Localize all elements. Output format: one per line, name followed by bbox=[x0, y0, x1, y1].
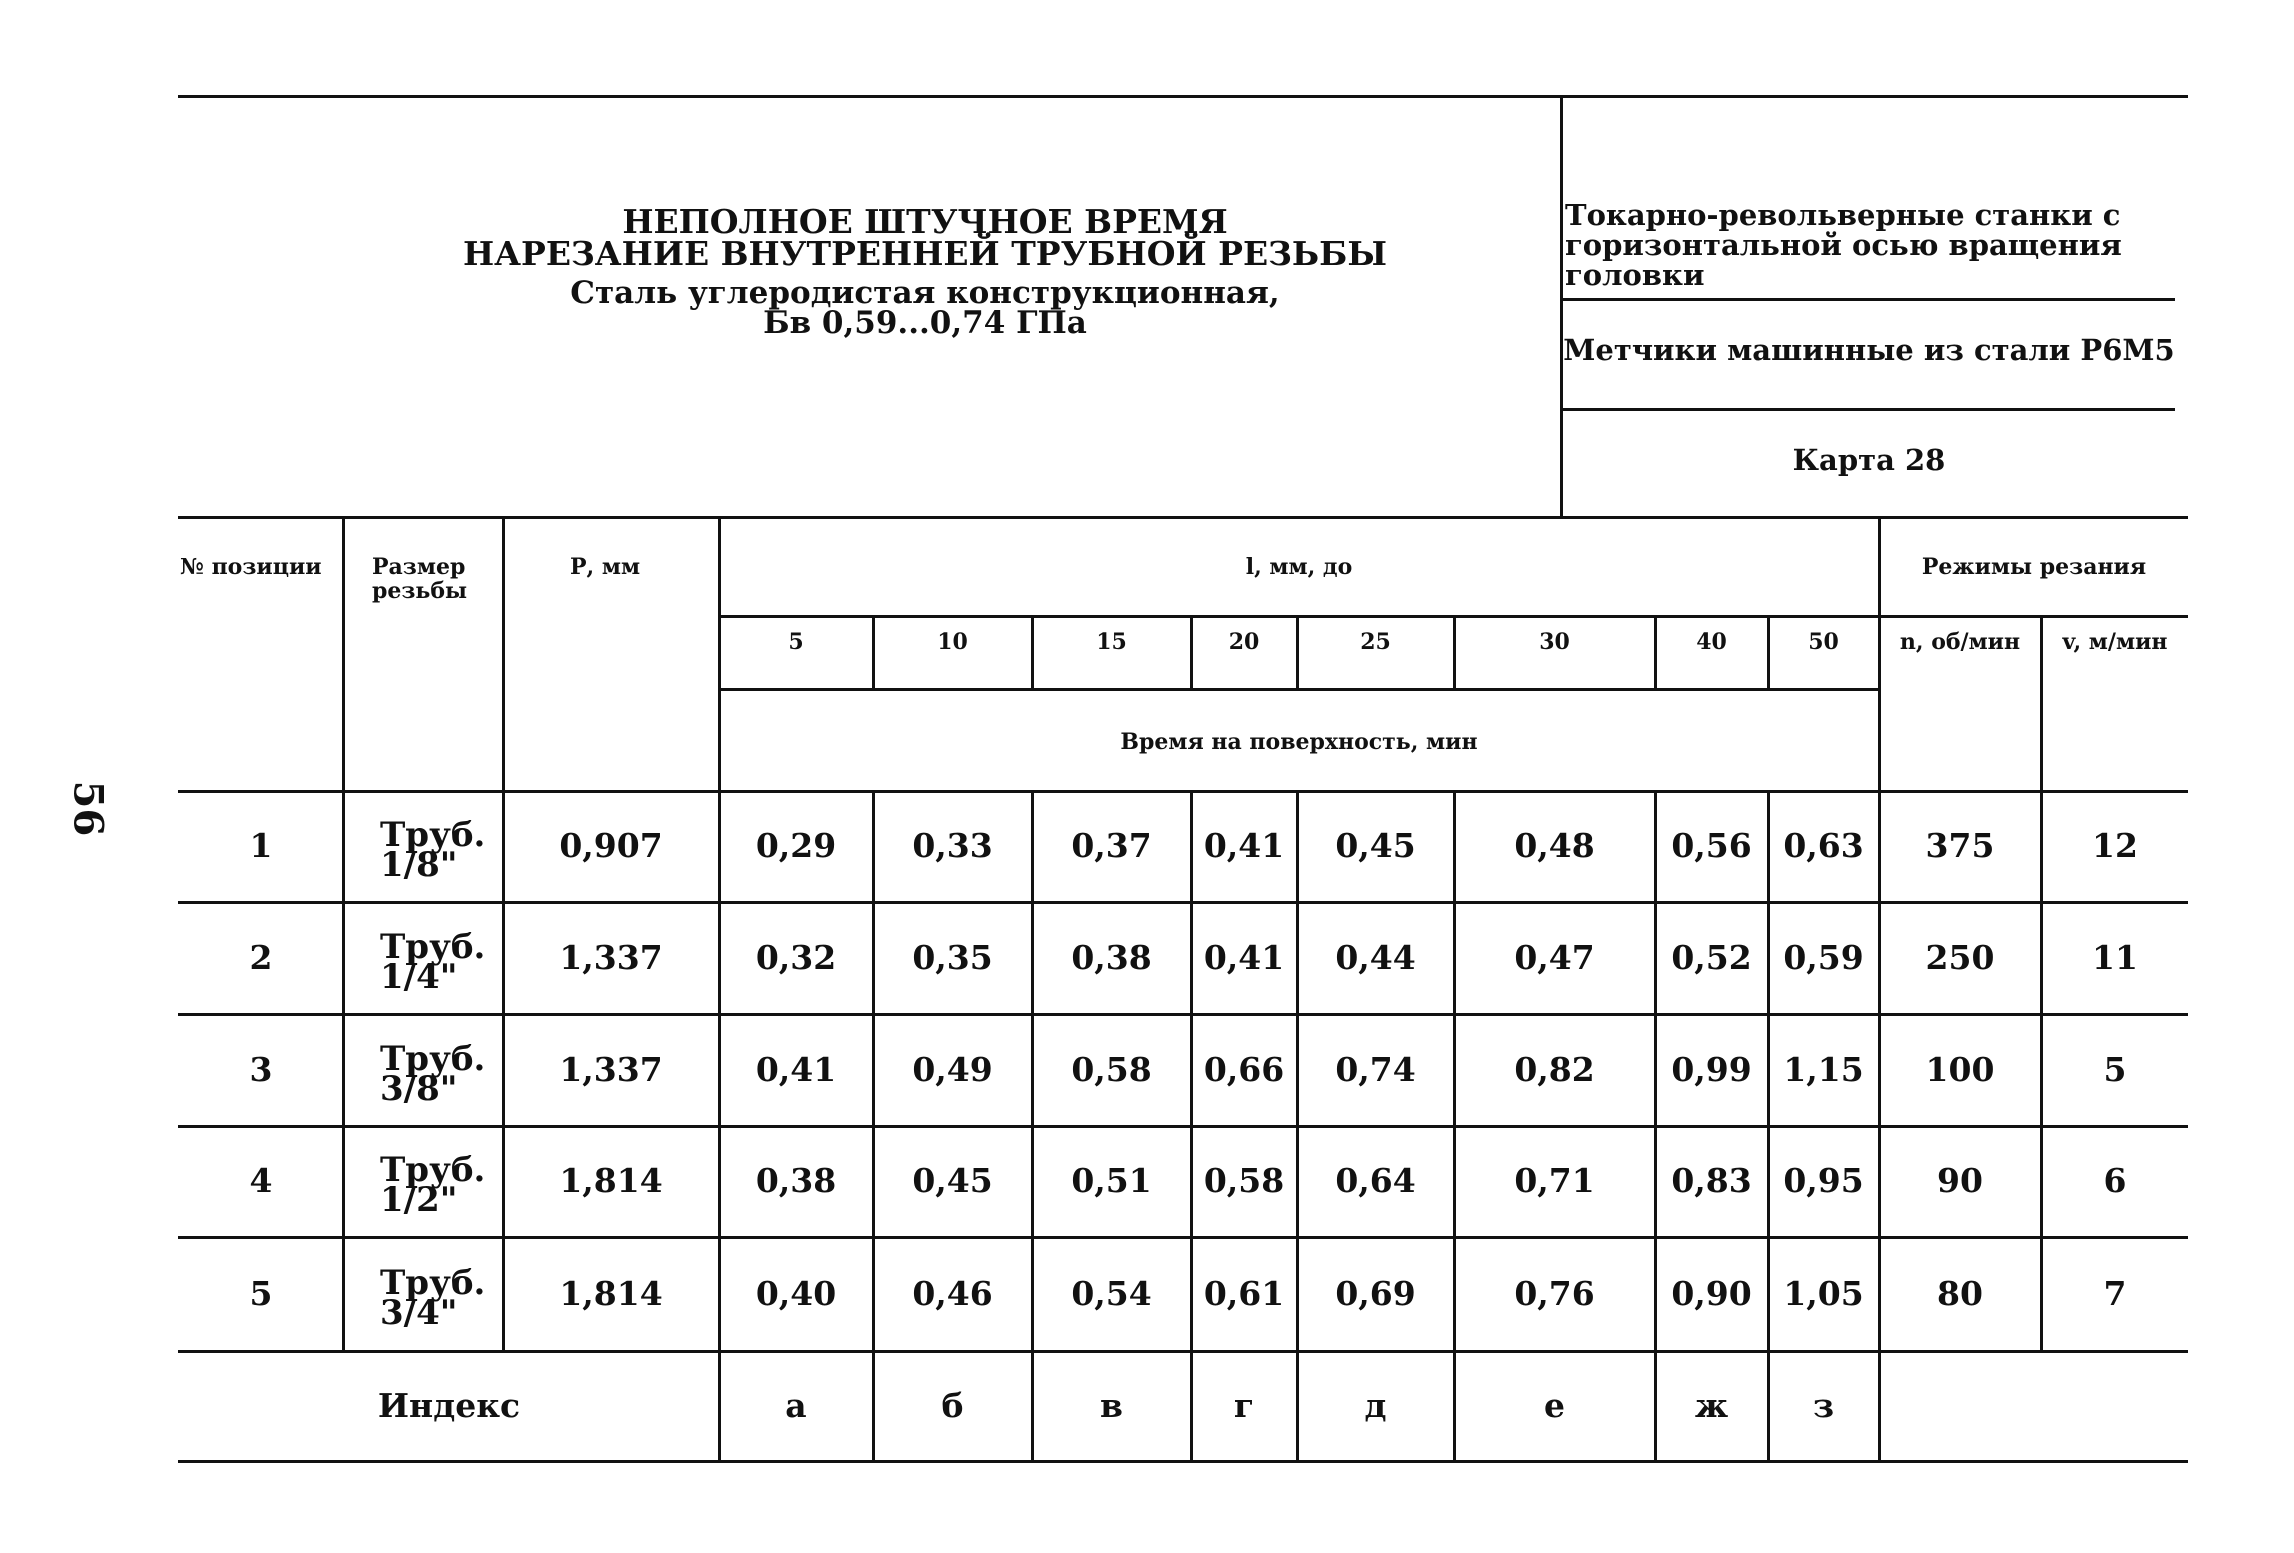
row-5-t-v: 0,54 bbox=[1071, 1274, 1152, 1313]
row-2-v: 11 bbox=[2092, 938, 2138, 977]
col-rule-l5 bbox=[718, 517, 721, 1461]
col-rule-v bbox=[2040, 616, 2043, 1352]
row-2-t-e: 0,47 bbox=[1514, 938, 1595, 977]
row-5-t-a: 0,40 bbox=[755, 1274, 837, 1313]
col-rule-l25 bbox=[1296, 791, 1299, 1461]
col-rule-l10 bbox=[872, 791, 875, 1461]
header-l-40: 40 bbox=[1696, 629, 1727, 655]
row-3-t-a: 0,41 bbox=[755, 1050, 837, 1089]
row-3-t-e: 0,82 bbox=[1514, 1050, 1595, 1089]
row-4-pitch: 1,814 bbox=[559, 1161, 663, 1200]
index-label: Индекс bbox=[377, 1386, 521, 1425]
row-2-t-d: 0,44 bbox=[1335, 938, 1416, 977]
card-number: Карта 28 bbox=[1792, 443, 1946, 477]
table-bottom-rule bbox=[178, 1460, 2188, 1463]
row-4-v: 6 bbox=[2103, 1161, 2127, 1200]
col-rule-l20 bbox=[1190, 791, 1193, 1461]
header-pitch: Р, мм bbox=[570, 554, 641, 580]
index-b: б bbox=[941, 1386, 964, 1425]
title-line-2: НАРЕЗАНИЕ ВНУТРЕННЕЙ ТРУБНОЙ РЕЗЬБЫ bbox=[462, 234, 1388, 273]
col-rule-l30 bbox=[1453, 791, 1456, 1461]
row-5-pitch: 1,814 bbox=[559, 1274, 663, 1313]
index-d: д bbox=[1364, 1386, 1387, 1425]
machine-type: Токарно-револьверные станки с горизонтальной осью вращения головки bbox=[1565, 198, 2122, 292]
row-1-t-b: 0,33 bbox=[912, 826, 993, 865]
row-4-position: 4 bbox=[249, 1161, 273, 1200]
row-1-t-g: 0,41 bbox=[1203, 826, 1285, 865]
row-5-t-e: 0,76 bbox=[1514, 1274, 1595, 1313]
row-4-size: Труб. 1/2" bbox=[380, 1150, 486, 1220]
header-l-30: 30 bbox=[1539, 629, 1570, 655]
row-rule-3 bbox=[178, 1125, 2188, 1128]
index-g: г bbox=[1233, 1386, 1255, 1425]
row-rule-1 bbox=[178, 901, 2188, 904]
col-rule-l15 bbox=[1031, 791, 1034, 1461]
row-2-t-a: 0,32 bbox=[755, 938, 837, 977]
title-line-4: Бв 0,59...0,74 ГПа bbox=[763, 305, 1087, 341]
row-5-v: 7 bbox=[2103, 1274, 2127, 1313]
header-position: № позиции bbox=[180, 554, 322, 580]
row-3-t-z: 1,15 bbox=[1783, 1050, 1864, 1089]
row-3-v: 5 bbox=[2103, 1050, 2127, 1089]
row-2-t-z: 0,59 bbox=[1783, 938, 1864, 977]
row-4-t-d: 0,64 bbox=[1335, 1161, 1416, 1200]
row-3-position: 3 bbox=[249, 1050, 273, 1089]
row-1-position: 1 bbox=[249, 826, 273, 865]
side-rule-2 bbox=[1563, 408, 2175, 411]
col-rule-n bbox=[1878, 517, 1881, 1461]
row-2-n: 250 bbox=[1925, 938, 1995, 977]
row-3-t-g: 0,66 bbox=[1203, 1050, 1285, 1089]
table-top-rule bbox=[178, 516, 2188, 519]
row-1-pitch: 0,907 bbox=[559, 826, 663, 865]
row-rule-4 bbox=[178, 1236, 2188, 1239]
header-l-10: 10 bbox=[937, 629, 968, 655]
row-1-t-v: 0,37 bbox=[1071, 826, 1152, 865]
header-l-15: 15 bbox=[1096, 629, 1127, 655]
header-size: Размер резьбы bbox=[372, 554, 468, 604]
row-2-t-zh: 0,52 bbox=[1671, 938, 1752, 977]
index-z: з bbox=[1812, 1386, 1835, 1425]
row-1-t-d: 0,45 bbox=[1335, 826, 1416, 865]
row-1-t-a: 0,29 bbox=[755, 826, 837, 865]
row-5-t-zh: 0,90 bbox=[1671, 1274, 1752, 1313]
index-e: е bbox=[1544, 1386, 1565, 1425]
row-5-t-b: 0,46 bbox=[912, 1274, 993, 1313]
row-1-v: 12 bbox=[2092, 826, 2138, 865]
page-number: 56 bbox=[64, 780, 112, 837]
title-line-3: Сталь углеродистая конструкционная, bbox=[570, 275, 1280, 311]
row-1-n: 375 bbox=[1925, 826, 1995, 865]
row-1-t-zh: 0,56 bbox=[1671, 826, 1752, 865]
row-5-t-g: 0,61 bbox=[1203, 1274, 1285, 1313]
row-4-t-b: 0,45 bbox=[912, 1161, 993, 1200]
col-rule-size bbox=[342, 517, 345, 1352]
side-rule-1 bbox=[1563, 298, 2175, 301]
row-5-size: Труб. 3/4" bbox=[380, 1263, 486, 1333]
row-4-t-a: 0,38 bbox=[755, 1161, 837, 1200]
row-rule-5 bbox=[178, 1350, 2188, 1353]
title-line-1: НЕПОЛНОЕ ШТУЧНОЕ ВРЕМЯ bbox=[622, 202, 1228, 241]
header-n: n, об/мин bbox=[1899, 629, 2021, 655]
row-4-t-e: 0,71 bbox=[1514, 1161, 1595, 1200]
row-3-t-v: 0,58 bbox=[1071, 1050, 1152, 1089]
row-3-pitch: 1,337 bbox=[559, 1050, 663, 1089]
row-5-t-z: 1,05 bbox=[1783, 1274, 1864, 1313]
row-2-size: Труб. 1/4" bbox=[380, 927, 486, 997]
row-3-t-zh: 0,99 bbox=[1671, 1050, 1752, 1089]
index-a: а bbox=[785, 1386, 807, 1425]
row-2-position: 2 bbox=[249, 938, 273, 977]
row-5-t-d: 0,69 bbox=[1335, 1274, 1416, 1313]
col-rule-l40 bbox=[1654, 791, 1657, 1461]
row-4-t-g: 0,58 bbox=[1203, 1161, 1285, 1200]
header-time: Время на поверхность, мин bbox=[1120, 729, 1478, 755]
row-1-t-z: 0,63 bbox=[1783, 826, 1864, 865]
row-2-pitch: 1,337 bbox=[559, 938, 663, 977]
row-2-t-b: 0,35 bbox=[912, 938, 993, 977]
row-4-t-z: 0,95 bbox=[1783, 1161, 1864, 1200]
row-1-size: Труб. 1/8" bbox=[380, 815, 486, 885]
row-3-t-b: 0,49 bbox=[912, 1050, 993, 1089]
top-rule bbox=[178, 95, 2188, 98]
header-modes: Режимы резания bbox=[1921, 554, 2147, 580]
col-rule-l50 bbox=[1767, 791, 1770, 1461]
row-4-t-zh: 0,83 bbox=[1671, 1161, 1752, 1200]
header-v: v, м/мин bbox=[2062, 629, 2168, 655]
row-3-t-d: 0,74 bbox=[1335, 1050, 1416, 1089]
row-3-n: 100 bbox=[1925, 1050, 1995, 1089]
row-3-size: Труб. 3/8" bbox=[380, 1039, 486, 1109]
index-zh: ж bbox=[1694, 1386, 1729, 1425]
header-length: l, мм, до bbox=[1245, 554, 1353, 580]
header-l-5: 5 bbox=[788, 629, 804, 655]
row-2-t-v: 0,38 bbox=[1071, 938, 1152, 977]
header-l-25: 25 bbox=[1360, 629, 1391, 655]
row-4-t-v: 0,51 bbox=[1071, 1161, 1152, 1200]
header-l-50: 50 bbox=[1808, 629, 1839, 655]
row-2-t-g: 0,41 bbox=[1203, 938, 1285, 977]
tool-type: Метчики машинные из стали Р6М5 bbox=[1563, 333, 2175, 367]
row-5-n: 80 bbox=[1937, 1274, 1983, 1313]
header-l-20: 20 bbox=[1228, 629, 1260, 655]
row-rule-2 bbox=[178, 1013, 2188, 1016]
row-1-t-e: 0,48 bbox=[1514, 826, 1595, 865]
row-5-position: 5 bbox=[249, 1274, 273, 1313]
index-v: в bbox=[1100, 1386, 1123, 1425]
row-4-n: 90 bbox=[1937, 1161, 1983, 1200]
col-rule-pitch bbox=[502, 517, 505, 1352]
row-rule-0 bbox=[178, 790, 2188, 793]
